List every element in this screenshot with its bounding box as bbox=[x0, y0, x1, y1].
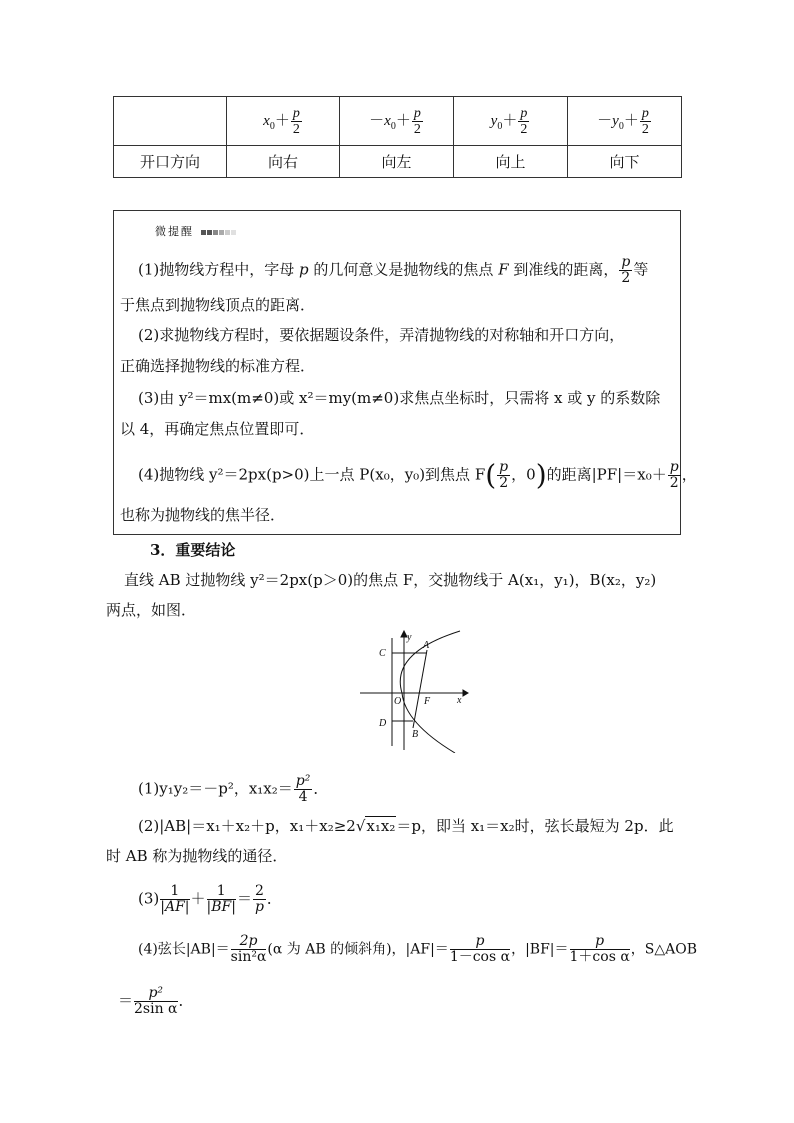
section-intro-line1: 直线 AB 过抛物线 y²＝2px(p＞0)的焦点 F，交抛物线于 A(x₁，y₁)，B(x₂，y₂) bbox=[124, 571, 657, 589]
text: (4)弦长|AB|＝ bbox=[138, 941, 230, 958]
table-header-right: $x_0+$ $\frac{p}{2}$ bbox=[227, 97, 340, 146]
label-c: C bbox=[379, 648, 386, 659]
hint-p3-line2: 以 4，再确定焦点位置即可． bbox=[120, 420, 315, 438]
hint-square bbox=[231, 230, 236, 235]
hint-title-text: 微提醒 bbox=[155, 225, 194, 238]
text: ＋ bbox=[190, 889, 206, 908]
fraction: $\frac{2p}{\text{sin²α}}$ bbox=[230, 933, 267, 965]
fraction-p-over-2: $\frac{p}{2}$ bbox=[621, 254, 631, 286]
text: 到准线的距离， bbox=[508, 260, 619, 279]
hint-p1-line2: 于焦点到抛物线顶点的距离． bbox=[120, 296, 316, 314]
text: ，|BF|＝ bbox=[511, 941, 569, 958]
text: ． bbox=[266, 889, 282, 908]
table-header-empty bbox=[114, 97, 227, 146]
hint-title bbox=[155, 223, 236, 239]
text: (2)|AB|＝x₁＋x₂＋p，x₁＋x₂≥2 bbox=[138, 817, 356, 835]
hint-square bbox=[225, 230, 230, 235]
parabola-figure bbox=[355, 628, 470, 753]
text: (4)抛物线 y²＝2px(p>0)上一点 P(x₀，y₀)到焦点 F bbox=[138, 465, 486, 484]
hint-p1-line1: (1)抛物线方程中，字母 p 的几何意义是抛物线的焦点 F 到准线的距离， $\frac{p}{2}$ 等 bbox=[138, 254, 649, 286]
fraction: $\frac{p}{\text{1＋cos α}}$ bbox=[569, 933, 630, 965]
table-cell-direction: 向左 bbox=[340, 146, 454, 178]
table-cell-direction: 向右 bbox=[227, 146, 340, 178]
label-y: y bbox=[407, 632, 412, 643]
hint-square bbox=[201, 230, 206, 235]
table-cell-direction: 向上 bbox=[454, 146, 568, 178]
table-header-down: $-y_0+$ $\frac{p}{2}$ bbox=[568, 97, 682, 146]
hint-p2-line2: 正确选择抛物线的标准方程． bbox=[120, 357, 316, 375]
x-axis-arrow bbox=[463, 690, 468, 696]
hint-p3-line1: (3)由 y²＝mx(m≠0)或 x²＝my(m≠0)求焦点坐标时，只需将 x 或 y 的系数除 bbox=[138, 389, 661, 407]
text: (3) bbox=[138, 889, 160, 908]
text: ，S△AOB bbox=[630, 941, 698, 958]
hint-square bbox=[207, 230, 212, 235]
hint-square bbox=[213, 230, 218, 235]
text: ＝ bbox=[236, 889, 252, 908]
table-header-up: $y_0+$ $\frac{p}{2}$ bbox=[454, 97, 568, 146]
section-intro-line2: 两点，如图． bbox=[106, 601, 197, 619]
fraction: $\frac{1}{|AF|}$ bbox=[160, 883, 190, 915]
text: (1)y₁y₂＝－p²，x₁x₂＝ bbox=[138, 779, 293, 798]
text: (1)抛物线方程中，字母 bbox=[138, 260, 300, 279]
conclusion-2-line1: (2)|AB|＝x₁＋x₂＋p，x₁＋x₂≥2√x₁x₂＝p，即当 x₁＝x₂时，弦长最短为 2p．此 bbox=[138, 817, 674, 835]
chord-ab bbox=[413, 650, 427, 728]
conclusion-2-line2: 时 AB 称为抛物线的通径． bbox=[106, 847, 288, 865]
conclusion-4-line1 bbox=[138, 934, 697, 965]
conclusion-4-line2 bbox=[118, 986, 194, 1017]
fraction: $\frac{\text{p²}}{4}$ bbox=[295, 773, 311, 805]
hint-p2-line1: (2)求抛物线方程时，要依据题设条件，弄清抛物线的对称轴和开口方向， bbox=[138, 326, 625, 344]
fraction: $\frac{p}{\text{1－cos α}}$ bbox=[449, 933, 511, 965]
hint-p4-line1: (4)抛物线 y²＝2px(p>0)上一点 P(x₀，y₀)到焦点 F( $\frac{p}{2}$ ，0)的距离|PF|＝x₀＋ $\frac{p}{2}$ ， bbox=[138, 458, 697, 492]
conclusion-1 bbox=[138, 774, 328, 805]
label-d: D bbox=[379, 718, 387, 729]
parabola-curve bbox=[400, 631, 460, 753]
fraction: $\frac{1}{|BF|}$ bbox=[206, 883, 236, 915]
hint-p4-line2: 也称为抛物线的焦半径． bbox=[120, 506, 286, 524]
fraction: $\frac{\text{p²}}{\text{2sin α}}$ bbox=[134, 985, 178, 1017]
hint-squares bbox=[200, 225, 236, 238]
text: ＝p，即当 x₁＝x₂时，弦长最短为 2p．此 bbox=[396, 817, 674, 835]
paren-open: ( bbox=[485, 458, 497, 492]
direction-table bbox=[113, 96, 682, 178]
label-o: O bbox=[394, 696, 402, 707]
text: ＝ bbox=[118, 991, 134, 1010]
conclusion-3 bbox=[138, 884, 282, 915]
text: 等 bbox=[633, 260, 649, 279]
fraction-p-over-2: $\frac{p}{2}$ bbox=[499, 459, 509, 491]
sqrt-content: x₁x₂ bbox=[366, 817, 396, 835]
fraction-p-over-2: $\frac{p}{2}$ bbox=[669, 459, 679, 491]
text: 的距离|PF|＝x₀＋ bbox=[546, 465, 667, 484]
fraction: $\frac{2}{p}$ bbox=[254, 883, 264, 915]
label-f: F bbox=[424, 696, 431, 707]
text: ， bbox=[681, 465, 697, 484]
hint-square bbox=[219, 230, 224, 235]
label-x: x bbox=[457, 695, 462, 706]
section-heading: 3．重要结论 bbox=[150, 541, 236, 559]
paren-close: ) bbox=[535, 458, 547, 492]
table-header-left: $-x_0+$ $\frac{p}{2}$ bbox=[340, 97, 454, 146]
text: (α 为 AB 的倾斜角)，|AF|＝ bbox=[267, 941, 449, 958]
table-row-label: 开口方向 bbox=[114, 146, 227, 178]
text: 的几何意义是抛物线的焦点 bbox=[308, 260, 499, 279]
table-cell-direction: 向下 bbox=[568, 146, 682, 178]
text: ． bbox=[313, 779, 329, 798]
label-b: B bbox=[412, 729, 419, 740]
label-a: A bbox=[423, 640, 430, 651]
text: ． bbox=[178, 991, 194, 1010]
